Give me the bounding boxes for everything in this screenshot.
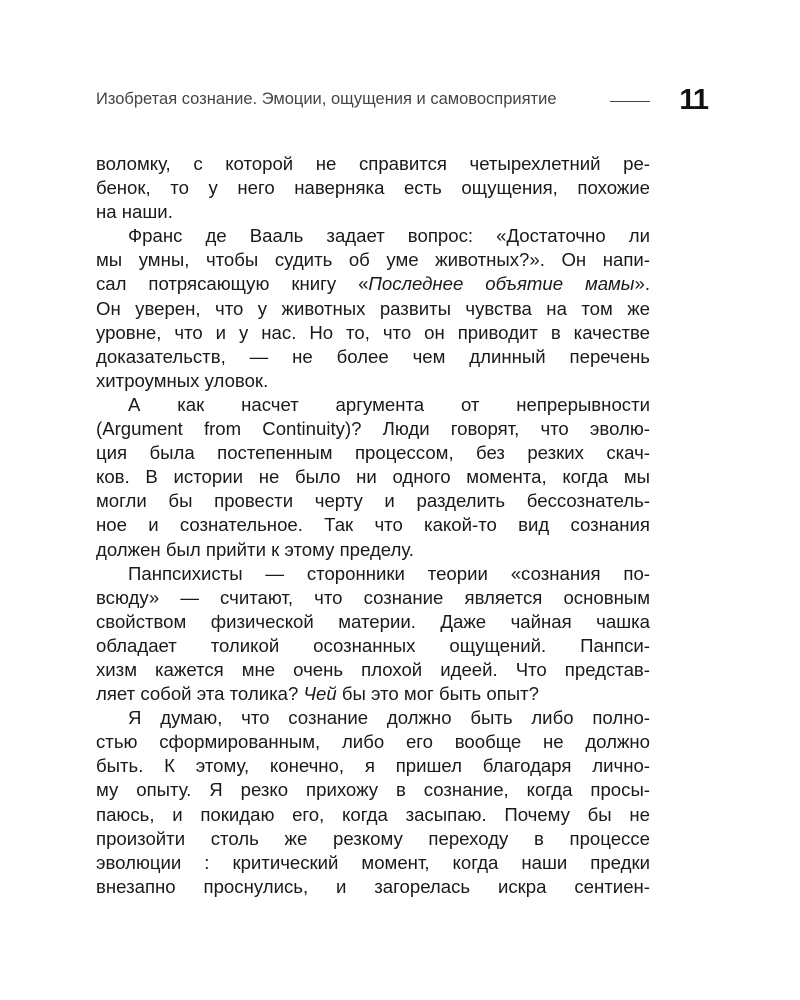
text-line: ков. В истории не было ни одного момента, когда мы xyxy=(96,466,650,488)
text-line: мы умны, чтобы судить об уме животных?». Он напи- xyxy=(96,249,650,271)
text-line: произойти столь же резкому переходу в процессе xyxy=(96,827,650,849)
text-line: Франс де Вааль задает вопрос: «Достаточно ли xyxy=(128,225,650,247)
body-text xyxy=(96,152,650,899)
text-line: стью сформированным, либо его вообще не должно xyxy=(96,731,650,753)
text-line: могли бы провести черту и разделить бессознатель- xyxy=(96,490,650,512)
text-run: бы это мог быть опыт? xyxy=(336,683,540,705)
text-line: внезапно проснулись, и загорелась искра сентиен- xyxy=(96,875,650,897)
running-head xyxy=(96,84,708,116)
text-line: воломку, с которой не справится четырехлетний ре- xyxy=(96,153,650,174)
text-line: уровне, что и у нас. Но то, что он приводит в качестве xyxy=(96,321,650,343)
text-line: хизм кажется мне очень плохой идеей. Что представ- xyxy=(96,658,650,680)
page-number: 11 xyxy=(679,84,708,116)
text-line: эволюции : критический момент, когда наши предки xyxy=(96,851,650,873)
running-title: Изобретая сознание. Эмоции, ощущения и самовосприятие xyxy=(96,90,557,108)
text-line: доказательств, — не более чем длинный перечень xyxy=(96,345,650,367)
text-line: ное и сознательное. Так что какой-то вид сознания xyxy=(96,514,650,536)
book-title: Последнее объятие мамы xyxy=(368,273,635,295)
emphasis: Чей xyxy=(303,683,337,705)
text-line: свойством физической материи. Даже чайная чашка xyxy=(96,610,650,632)
text-line: всюду» — считают, что сознание является основным xyxy=(96,586,650,608)
text-line: му опыту. Я резко прихожу в сознание, когда просы- xyxy=(96,779,650,801)
text-line: ция была постепенным процессом, без резких скач- xyxy=(96,442,650,464)
text-line: быть. К этому, конечно, я пришел благодаря лично- xyxy=(96,755,650,777)
text-line: (Argument from Continuity)? Люди говорят, что эволю- xyxy=(96,418,650,440)
text-line: бенок, то у него наверняка есть ощущения, похожие xyxy=(96,177,650,199)
text-line: Я думаю, что сознание должно быть либо полно- xyxy=(128,707,650,729)
text-line: Панпсихисты — сторонники теории «сознания по- xyxy=(128,562,650,584)
text-run: сал потрясающую книгу « xyxy=(96,273,369,295)
text-line: обладает толикой осознанных ощущений. Панпси- xyxy=(96,634,650,656)
text-line: Он уверен, что у животных развиты чувства на том же xyxy=(96,297,650,319)
text-line: на наши. xyxy=(96,201,173,223)
header-rule xyxy=(610,101,650,102)
text-line xyxy=(96,682,650,706)
text-line: должен был прийти к этому пределу. xyxy=(96,538,414,560)
text-line: хитроумных уловок. xyxy=(96,369,269,391)
text-line xyxy=(96,272,650,296)
text-line: паюсь, и покидаю его, когда засыпаю. Почему бы не xyxy=(96,803,650,825)
text-run: ляет собой эта толика? xyxy=(96,683,304,705)
text-line: А как насчет аргумента от непрерывности xyxy=(128,393,650,415)
text-run: ». xyxy=(634,273,650,295)
